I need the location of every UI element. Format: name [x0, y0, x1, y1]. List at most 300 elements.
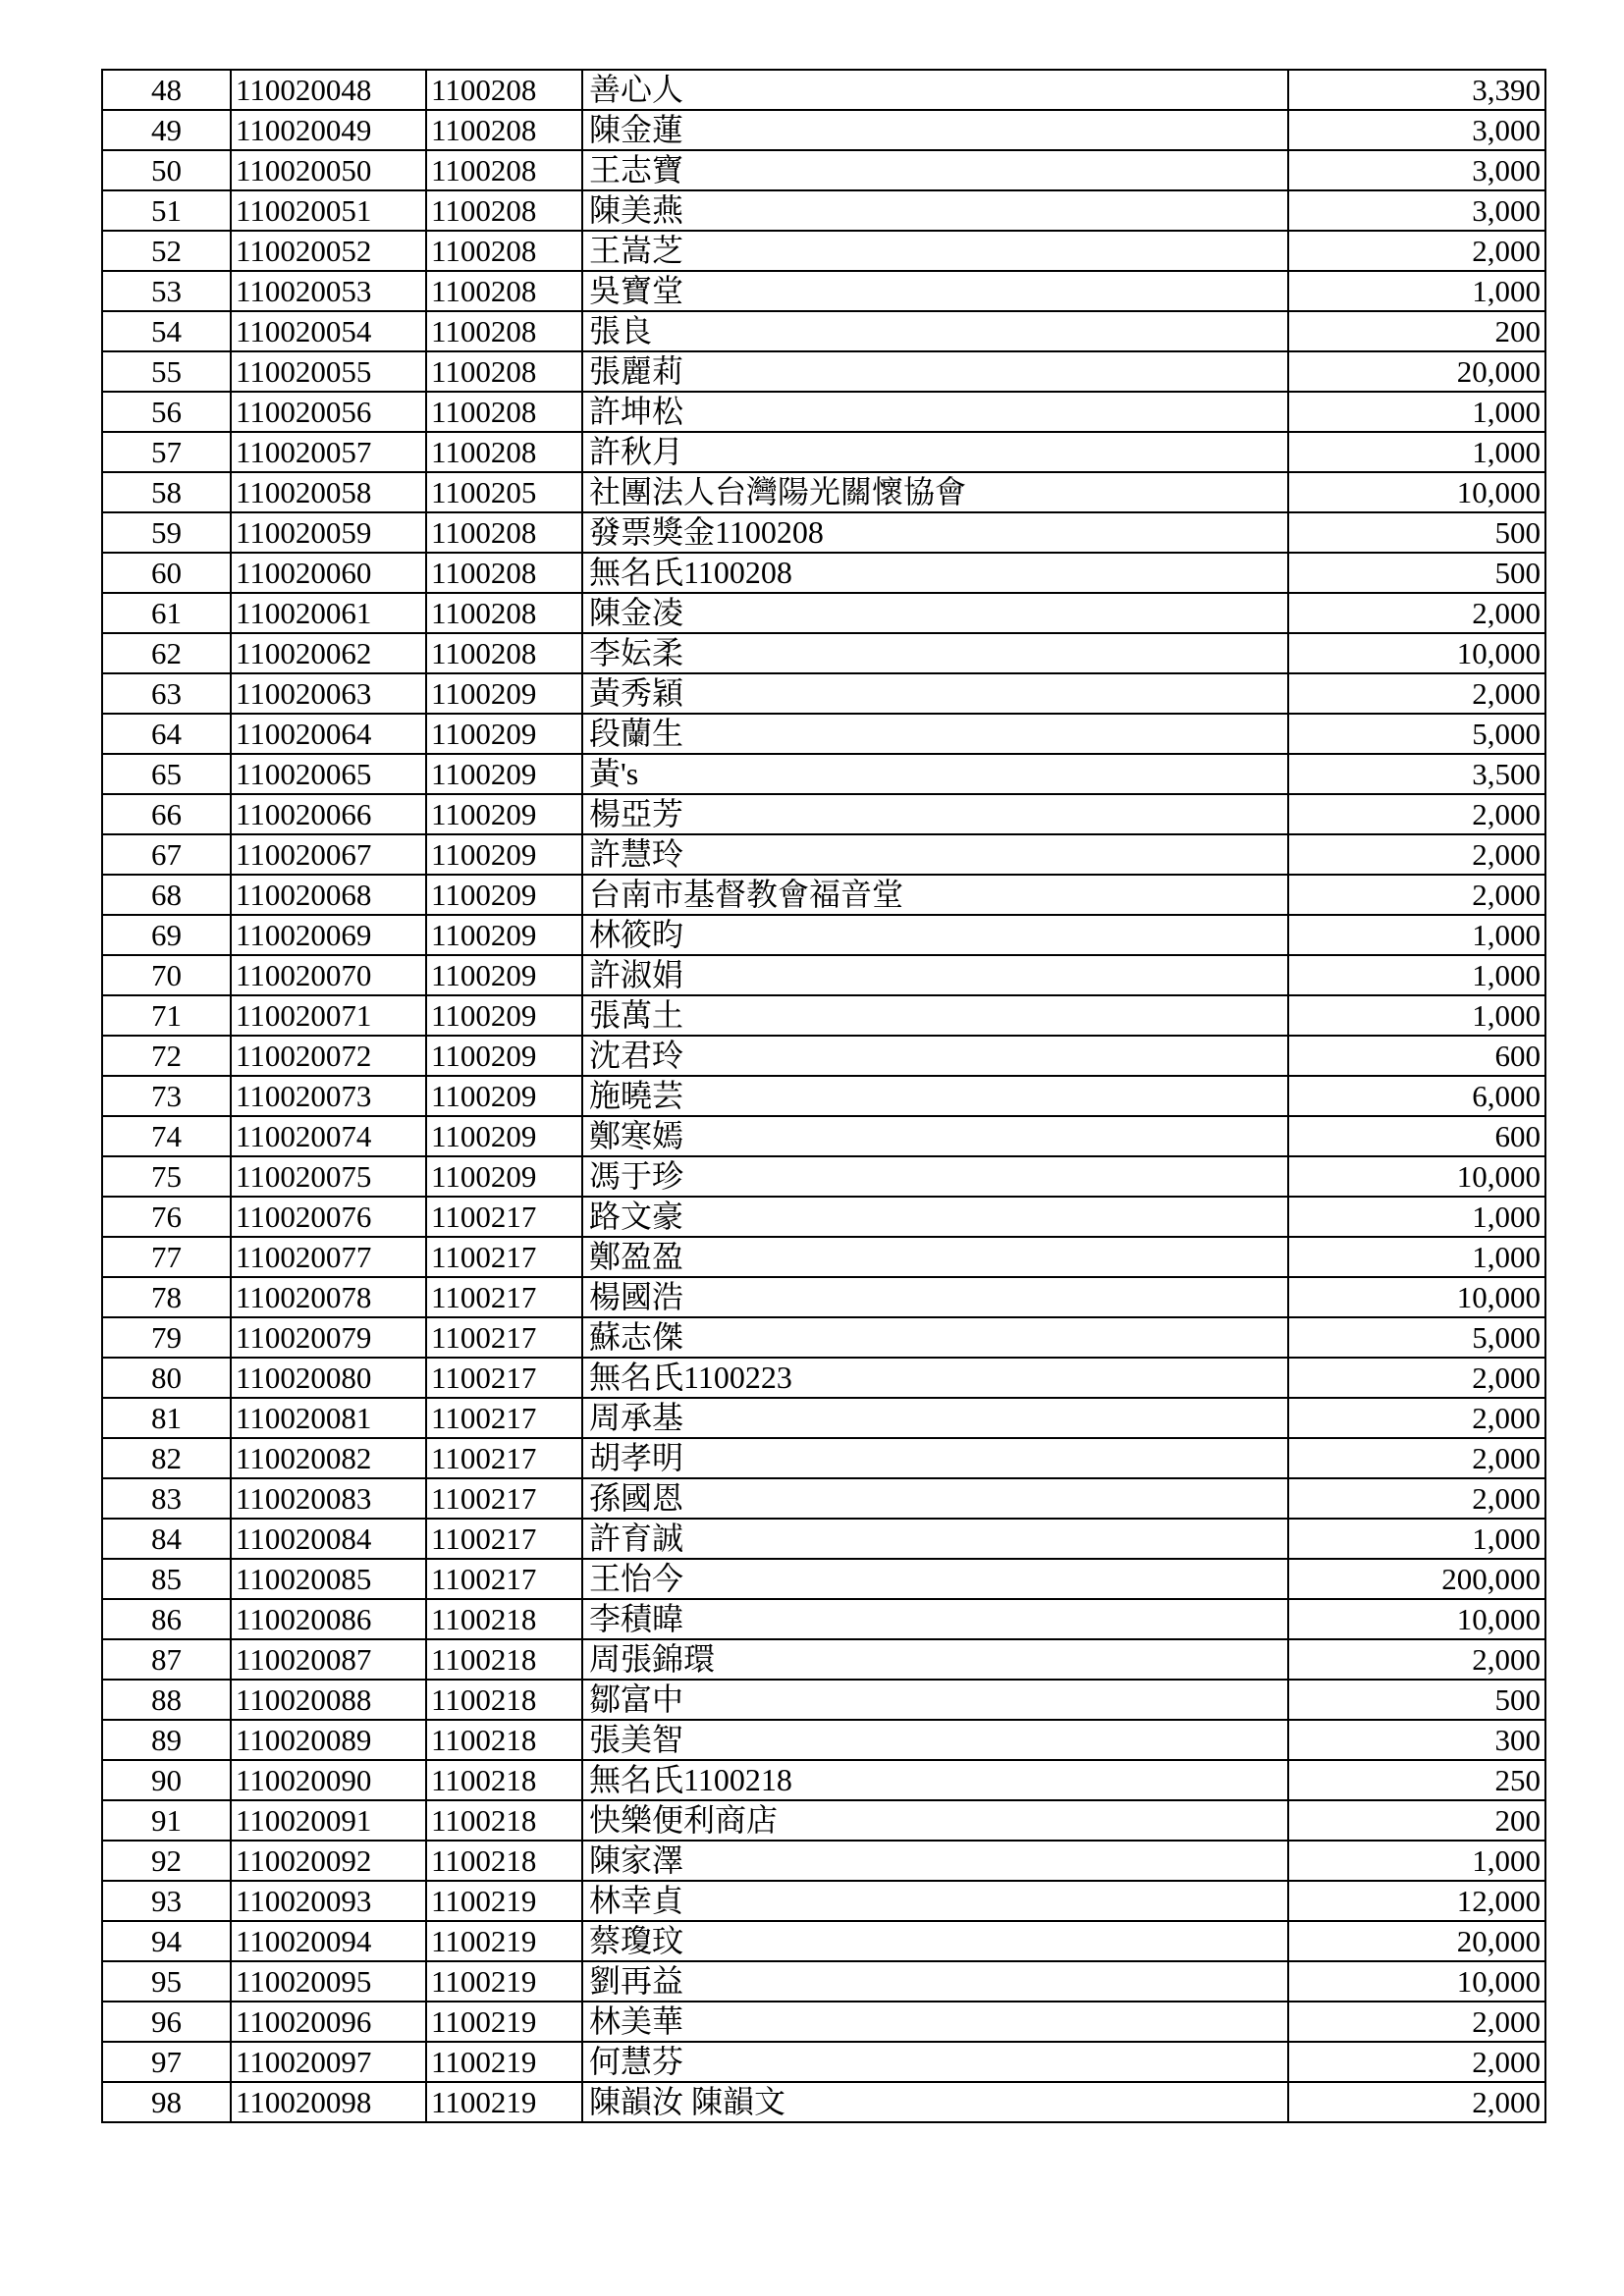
donor-name-cell: 吳寶堂: [582, 271, 1288, 311]
row-number-cell: 67: [102, 834, 231, 875]
amount-cell: 2,000: [1288, 673, 1545, 714]
date-cell: 1100208: [426, 150, 582, 190]
receipt-number-cell: 110020049: [231, 110, 426, 150]
date-cell: 1100208: [426, 70, 582, 110]
row-number-cell: 68: [102, 875, 231, 915]
donor-name-cell: 楊亞芳: [582, 794, 1288, 834]
table-row: [102, 794, 1545, 834]
donor-name-cell: 鄭盈盈: [582, 1237, 1288, 1277]
receipt-number-cell: 110020089: [231, 1720, 426, 1760]
amount-cell: 5,000: [1288, 714, 1545, 754]
row-number-cell: 53: [102, 271, 231, 311]
receipt-number-cell: 110020097: [231, 2042, 426, 2082]
row-number-cell: 74: [102, 1116, 231, 1156]
receipt-number-cell: 110020096: [231, 2002, 426, 2042]
donor-name-cell: 段蘭生: [582, 714, 1288, 754]
row-number-cell: 73: [102, 1076, 231, 1116]
donor-name-cell: 李積暐: [582, 1599, 1288, 1639]
amount-cell: 3,500: [1288, 754, 1545, 794]
receipt-number-cell: 110020059: [231, 512, 426, 553]
receipt-number-cell: 110020074: [231, 1116, 426, 1156]
date-cell: 1100208: [426, 231, 582, 271]
donor-name-cell: 陳美燕: [582, 190, 1288, 231]
row-number-cell: 62: [102, 633, 231, 673]
date-cell: 1100217: [426, 1519, 582, 1559]
date-cell: 1100217: [426, 1197, 582, 1237]
table-row: [102, 1961, 1545, 2002]
receipt-number-cell: 110020048: [231, 70, 426, 110]
donor-name-cell: 許慧玲: [582, 834, 1288, 875]
amount-cell: 12,000: [1288, 1881, 1545, 1921]
date-cell: 1100208: [426, 593, 582, 633]
donor-name-cell: 張萬土: [582, 995, 1288, 1036]
donor-name-cell: 社團法人台灣陽光關懷協會: [582, 472, 1288, 512]
row-number-cell: 83: [102, 1478, 231, 1519]
receipt-number-cell: 110020055: [231, 351, 426, 392]
date-cell: 1100217: [426, 1277, 582, 1317]
receipt-number-cell: 110020053: [231, 271, 426, 311]
table-row: [102, 1921, 1545, 1961]
amount-cell: 2,000: [1288, 2002, 1545, 2042]
date-cell: 1100209: [426, 1076, 582, 1116]
row-number-cell: 64: [102, 714, 231, 754]
amount-cell: 10,000: [1288, 1599, 1545, 1639]
donor-name-cell: 周承基: [582, 1398, 1288, 1438]
amount-cell: 300: [1288, 1720, 1545, 1760]
donor-name-cell: 張良: [582, 311, 1288, 351]
date-cell: 1100218: [426, 1841, 582, 1881]
receipt-number-cell: 110020084: [231, 1519, 426, 1559]
amount-cell: 500: [1288, 512, 1545, 553]
amount-cell: 2,000: [1288, 1478, 1545, 1519]
row-number-cell: 56: [102, 392, 231, 432]
receipt-number-cell: 110020051: [231, 190, 426, 231]
amount-cell: 20,000: [1288, 1921, 1545, 1961]
row-number-cell: 84: [102, 1519, 231, 1559]
donor-name-cell: 路文豪: [582, 1197, 1288, 1237]
receipt-number-cell: 110020060: [231, 553, 426, 593]
table-row: [102, 633, 1545, 673]
date-cell: 1100209: [426, 915, 582, 955]
table-row: [102, 1036, 1545, 1076]
row-number-cell: 59: [102, 512, 231, 553]
donor-name-cell: 周張錦環: [582, 1639, 1288, 1680]
donor-name-cell: 善心人: [582, 70, 1288, 110]
date-cell: 1100217: [426, 1317, 582, 1358]
row-number-cell: 60: [102, 553, 231, 593]
donor-name-cell: 許秋月: [582, 432, 1288, 472]
receipt-number-cell: 110020071: [231, 995, 426, 1036]
donor-name-cell: 陳金凌: [582, 593, 1288, 633]
table-row: [102, 1639, 1545, 1680]
receipt-number-cell: 110020075: [231, 1156, 426, 1197]
date-cell: 1100209: [426, 714, 582, 754]
table-row: [102, 593, 1545, 633]
row-number-cell: 50: [102, 150, 231, 190]
row-number-cell: 78: [102, 1277, 231, 1317]
amount-cell: 500: [1288, 553, 1545, 593]
row-number-cell: 88: [102, 1680, 231, 1720]
amount-cell: 3,000: [1288, 150, 1545, 190]
receipt-number-cell: 110020068: [231, 875, 426, 915]
row-number-cell: 77: [102, 1237, 231, 1277]
row-number-cell: 85: [102, 1559, 231, 1599]
amount-cell: 2,000: [1288, 1438, 1545, 1478]
amount-cell: 20,000: [1288, 351, 1545, 392]
table-row: [102, 472, 1545, 512]
date-cell: 1100217: [426, 1358, 582, 1398]
table-row: [102, 70, 1545, 110]
amount-cell: 200: [1288, 311, 1545, 351]
receipt-number-cell: 110020057: [231, 432, 426, 472]
receipt-number-cell: 110020082: [231, 1438, 426, 1478]
date-cell: 1100209: [426, 1036, 582, 1076]
table-row: [102, 1881, 1545, 1921]
table-row: [102, 2002, 1545, 2042]
table-row: [102, 392, 1545, 432]
table-row: [102, 995, 1545, 1036]
table-row: [102, 1237, 1545, 1277]
date-cell: 1100208: [426, 351, 582, 392]
table-row: [102, 271, 1545, 311]
amount-cell: 2,000: [1288, 231, 1545, 271]
receipt-number-cell: 110020078: [231, 1277, 426, 1317]
table-row: [102, 1398, 1545, 1438]
amount-cell: 200: [1288, 1800, 1545, 1841]
table-row: [102, 1478, 1545, 1519]
receipt-number-cell: 110020081: [231, 1398, 426, 1438]
receipt-number-cell: 110020058: [231, 472, 426, 512]
table-row: [102, 1720, 1545, 1760]
table-row: [102, 1317, 1545, 1358]
table-row: [102, 190, 1545, 231]
donor-name-cell: 沈君玲: [582, 1036, 1288, 1076]
amount-cell: 1,000: [1288, 271, 1545, 311]
date-cell: 1100217: [426, 1237, 582, 1277]
table-row: [102, 110, 1545, 150]
amount-cell: 250: [1288, 1760, 1545, 1800]
table-row: [102, 834, 1545, 875]
donor-name-cell: 台南市基督教會福音堂: [582, 875, 1288, 915]
receipt-number-cell: 110020063: [231, 673, 426, 714]
donor-name-cell: 何慧芬: [582, 2042, 1288, 2082]
table-row: [102, 231, 1545, 271]
receipt-number-cell: 110020087: [231, 1639, 426, 1680]
amount-cell: 2,000: [1288, 2042, 1545, 2082]
row-number-cell: 94: [102, 1921, 231, 1961]
receipt-number-cell: 110020062: [231, 633, 426, 673]
date-cell: 1100208: [426, 271, 582, 311]
receipt-number-cell: 110020091: [231, 1800, 426, 1841]
row-number-cell: 90: [102, 1760, 231, 1800]
amount-cell: 500: [1288, 1680, 1545, 1720]
receipt-number-cell: 110020052: [231, 231, 426, 271]
donor-name-cell: 無名氏1100208: [582, 553, 1288, 593]
amount-cell: 600: [1288, 1116, 1545, 1156]
amount-cell: 1,000: [1288, 995, 1545, 1036]
table-row: [102, 2082, 1545, 2122]
date-cell: 1100217: [426, 1398, 582, 1438]
donor-name-cell: 陳家澤: [582, 1841, 1288, 1881]
date-cell: 1100218: [426, 1639, 582, 1680]
table-row: [102, 512, 1545, 553]
receipt-number-cell: 110020064: [231, 714, 426, 754]
date-cell: 1100209: [426, 995, 582, 1036]
table-row: [102, 673, 1545, 714]
donor-name-cell: 王怡今: [582, 1559, 1288, 1599]
table-row: [102, 1760, 1545, 1800]
date-cell: 1100208: [426, 311, 582, 351]
table-row: [102, 1438, 1545, 1478]
receipt-number-cell: 110020076: [231, 1197, 426, 1237]
date-cell: 1100208: [426, 110, 582, 150]
donor-name-cell: 林筱昀: [582, 915, 1288, 955]
date-cell: 1100208: [426, 392, 582, 432]
receipt-number-cell: 110020083: [231, 1478, 426, 1519]
row-number-cell: 51: [102, 190, 231, 231]
donor-name-cell: 楊國浩: [582, 1277, 1288, 1317]
donor-name-cell: 孫國恩: [582, 1478, 1288, 1519]
date-cell: 1100219: [426, 1921, 582, 1961]
donor-name-cell: 林幸貞: [582, 1881, 1288, 1921]
date-cell: 1100219: [426, 2042, 582, 2082]
donor-name-cell: 劉再益: [582, 1961, 1288, 2002]
row-number-cell: 89: [102, 1720, 231, 1760]
table-row: [102, 1599, 1545, 1639]
donor-name-cell: 林美華: [582, 2002, 1288, 2042]
row-number-cell: 70: [102, 955, 231, 995]
row-number-cell: 97: [102, 2042, 231, 2082]
table-row: [102, 955, 1545, 995]
table-row: [102, 311, 1545, 351]
table-row: [102, 2042, 1545, 2082]
date-cell: 1100218: [426, 1720, 582, 1760]
donor-name-cell: 無名氏1100218: [582, 1760, 1288, 1800]
amount-cell: 1,000: [1288, 1519, 1545, 1559]
date-cell: 1100205: [426, 472, 582, 512]
date-cell: 1100209: [426, 834, 582, 875]
table-row: [102, 1841, 1545, 1881]
receipt-number-cell: 110020092: [231, 1841, 426, 1881]
row-number-cell: 61: [102, 593, 231, 633]
amount-cell: 5,000: [1288, 1317, 1545, 1358]
date-cell: 1100209: [426, 875, 582, 915]
amount-cell: 3,390: [1288, 70, 1545, 110]
row-number-cell: 92: [102, 1841, 231, 1881]
receipt-number-cell: 110020070: [231, 955, 426, 995]
donor-name-cell: 鄒富中: [582, 1680, 1288, 1720]
row-number-cell: 82: [102, 1438, 231, 1478]
donation-table: [101, 69, 1546, 2123]
date-cell: 1100218: [426, 1760, 582, 1800]
row-number-cell: 96: [102, 2002, 231, 2042]
date-cell: 1100217: [426, 1438, 582, 1478]
table-row: [102, 1197, 1545, 1237]
amount-cell: 1,000: [1288, 955, 1545, 995]
receipt-number-cell: 110020094: [231, 1921, 426, 1961]
amount-cell: 2,000: [1288, 834, 1545, 875]
table-row: [102, 1156, 1545, 1197]
table-row: [102, 150, 1545, 190]
amount-cell: 10,000: [1288, 633, 1545, 673]
date-cell: 1100219: [426, 2002, 582, 2042]
receipt-number-cell: 110020056: [231, 392, 426, 432]
amount-cell: 2,000: [1288, 1398, 1545, 1438]
receipt-number-cell: 110020066: [231, 794, 426, 834]
date-cell: 1100208: [426, 190, 582, 231]
amount-cell: 10,000: [1288, 1156, 1545, 1197]
row-number-cell: 95: [102, 1961, 231, 2002]
amount-cell: 10,000: [1288, 1961, 1545, 2002]
row-number-cell: 93: [102, 1881, 231, 1921]
row-number-cell: 58: [102, 472, 231, 512]
donor-name-cell: 鄭寒嫣: [582, 1116, 1288, 1156]
row-number-cell: 52: [102, 231, 231, 271]
donor-name-cell: 施曉芸: [582, 1076, 1288, 1116]
table-row: [102, 1116, 1545, 1156]
amount-cell: 10,000: [1288, 472, 1545, 512]
date-cell: 1100219: [426, 1881, 582, 1921]
donor-name-cell: 許淑娟: [582, 955, 1288, 995]
row-number-cell: 71: [102, 995, 231, 1036]
amount-cell: 3,000: [1288, 110, 1545, 150]
amount-cell: 1,000: [1288, 1841, 1545, 1881]
donor-name-cell: 黃秀穎: [582, 673, 1288, 714]
amount-cell: 2,000: [1288, 875, 1545, 915]
donor-name-cell: 蘇志傑: [582, 1317, 1288, 1358]
table-row: [102, 1277, 1545, 1317]
amount-cell: 1,000: [1288, 432, 1545, 472]
table-row: [102, 432, 1545, 472]
row-number-cell: 98: [102, 2082, 231, 2122]
table-row: [102, 714, 1545, 754]
donor-name-cell: 蔡瓊玟: [582, 1921, 1288, 1961]
receipt-number-cell: 110020095: [231, 1961, 426, 2002]
date-cell: 1100218: [426, 1800, 582, 1841]
donor-name-cell: 王嵩芝: [582, 231, 1288, 271]
amount-cell: 200,000: [1288, 1559, 1545, 1599]
date-cell: 1100208: [426, 512, 582, 553]
row-number-cell: 69: [102, 915, 231, 955]
donor-name-cell: 陳金蓮: [582, 110, 1288, 150]
row-number-cell: 63: [102, 673, 231, 714]
row-number-cell: 86: [102, 1599, 231, 1639]
date-cell: 1100208: [426, 553, 582, 593]
amount-cell: 1,000: [1288, 1197, 1545, 1237]
donor-name-cell: 李妘柔: [582, 633, 1288, 673]
amount-cell: 2,000: [1288, 1358, 1545, 1398]
row-number-cell: 76: [102, 1197, 231, 1237]
amount-cell: 1,000: [1288, 1237, 1545, 1277]
donor-name-cell: 快樂便利商店: [582, 1800, 1288, 1841]
donor-name-cell: 許坤松: [582, 392, 1288, 432]
table-row: [102, 351, 1545, 392]
row-number-cell: 81: [102, 1398, 231, 1438]
row-number-cell: 57: [102, 432, 231, 472]
row-number-cell: 75: [102, 1156, 231, 1197]
amount-cell: 2,000: [1288, 794, 1545, 834]
receipt-number-cell: 110020086: [231, 1599, 426, 1639]
amount-cell: 3,000: [1288, 190, 1545, 231]
date-cell: 1100209: [426, 1116, 582, 1156]
row-number-cell: 79: [102, 1317, 231, 1358]
row-number-cell: 65: [102, 754, 231, 794]
date-cell: 1100209: [426, 794, 582, 834]
receipt-number-cell: 110020080: [231, 1358, 426, 1398]
donor-name-cell: 發票獎金1100208: [582, 512, 1288, 553]
date-cell: 1100208: [426, 432, 582, 472]
receipt-number-cell: 110020050: [231, 150, 426, 190]
date-cell: 1100217: [426, 1478, 582, 1519]
donor-name-cell: 胡孝明: [582, 1438, 1288, 1478]
date-cell: 1100219: [426, 2082, 582, 2122]
date-cell: 1100218: [426, 1680, 582, 1720]
row-number-cell: 55: [102, 351, 231, 392]
receipt-number-cell: 110020077: [231, 1237, 426, 1277]
receipt-number-cell: 110020067: [231, 834, 426, 875]
date-cell: 1100209: [426, 955, 582, 995]
table-row: [102, 754, 1545, 794]
table-row: [102, 1519, 1545, 1559]
donor-name-cell: 馮于珍: [582, 1156, 1288, 1197]
date-cell: 1100209: [426, 1156, 582, 1197]
receipt-number-cell: 110020098: [231, 2082, 426, 2122]
donor-name-cell: 無名氏1100223: [582, 1358, 1288, 1398]
donor-name-cell: 陳韻汝 陳韻文: [582, 2082, 1288, 2122]
row-number-cell: 91: [102, 1800, 231, 1841]
row-number-cell: 66: [102, 794, 231, 834]
table-row: [102, 875, 1545, 915]
table-row: [102, 1076, 1545, 1116]
row-number-cell: 87: [102, 1639, 231, 1680]
row-number-cell: 54: [102, 311, 231, 351]
row-number-cell: 80: [102, 1358, 231, 1398]
amount-cell: 2,000: [1288, 593, 1545, 633]
receipt-number-cell: 110020069: [231, 915, 426, 955]
table-row: [102, 1680, 1545, 1720]
date-cell: 1100208: [426, 633, 582, 673]
receipt-number-cell: 110020061: [231, 593, 426, 633]
date-cell: 1100219: [426, 1961, 582, 2002]
donor-name-cell: 黃's: [582, 754, 1288, 794]
table-row: [102, 1358, 1545, 1398]
donor-name-cell: 王志寶: [582, 150, 1288, 190]
receipt-number-cell: 110020088: [231, 1680, 426, 1720]
date-cell: 1100217: [426, 1559, 582, 1599]
donor-name-cell: 許育誠: [582, 1519, 1288, 1559]
table-row: [102, 1559, 1545, 1599]
receipt-number-cell: 110020065: [231, 754, 426, 794]
date-cell: 1100209: [426, 673, 582, 714]
amount-cell: 1,000: [1288, 915, 1545, 955]
date-cell: 1100218: [426, 1599, 582, 1639]
amount-cell: 10,000: [1288, 1277, 1545, 1317]
receipt-number-cell: 110020072: [231, 1036, 426, 1076]
receipt-number-cell: 110020079: [231, 1317, 426, 1358]
receipt-number-cell: 110020090: [231, 1760, 426, 1800]
amount-cell: 6,000: [1288, 1076, 1545, 1116]
receipt-number-cell: 110020054: [231, 311, 426, 351]
donor-name-cell: 張麗莉: [582, 351, 1288, 392]
table-row: [102, 1800, 1545, 1841]
amount-cell: 2,000: [1288, 1639, 1545, 1680]
row-number-cell: 72: [102, 1036, 231, 1076]
amount-cell: 600: [1288, 1036, 1545, 1076]
receipt-number-cell: 110020073: [231, 1076, 426, 1116]
row-number-cell: 48: [102, 70, 231, 110]
amount-cell: 2,000: [1288, 2082, 1545, 2122]
donation-table-body: [102, 70, 1545, 2122]
